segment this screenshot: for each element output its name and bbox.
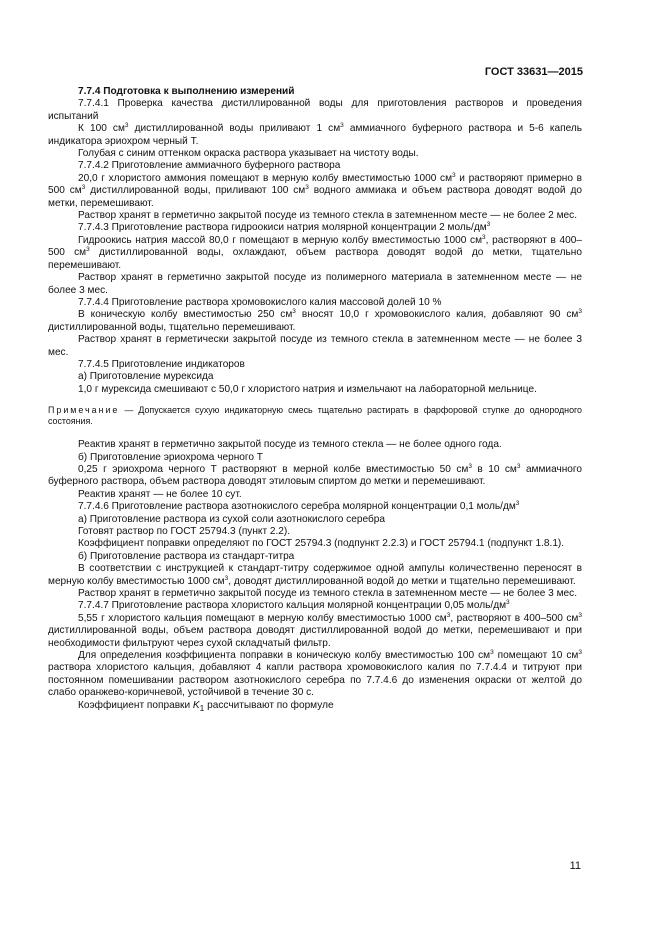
paragraph: Коэффициент поправки $K_1$ рассчитывают по формуле xyxy=(78,699,334,713)
paragraph: а) Приготовление мурексида xyxy=(78,371,214,383)
paragraph: а) Приготовление раствора из сухой соли азотнокислого серебра xyxy=(78,513,385,525)
standard-header: ГОСТ 33631—2015 xyxy=(484,66,583,78)
paragraph: 7.7.4.2 Приготовление аммиачного буферного раствора xyxy=(78,160,341,172)
paragraph: Для определения коэффициента поправки в коническую колбу вместимостью 100 $см^3$ помещают 10 $см^3$ раствора хлористого кальция, добавляют 4 капли раствора хромовокислого калия по 7.7.4.4 и титруют при постоянном помешивании раствором азотнокислого серебра по 7.7.4.6 до изменения окраски от желтой до слабо оранжево-коричневой, устойчивой в течение 30 с. xyxy=(48,649,582,699)
paragraph: Реактив хранят в герметично закрытой посуде из темного стекла — не более одного года. xyxy=(78,439,502,451)
paragraph: В коническую колбу вместимостью 250 $см^3$ вносят 10,0 г хромовокислого калия, добавляют 90 $см^3$ дистиллированной воды, тщательно перемешивают. xyxy=(48,308,582,333)
paragraph: В соответствии с инструкцией к стандарт-титру содержимое одной ампулы количественно переносят в мерную колбу вместимостью 1000 $см^3$, доводят дистиллированной водой до метки и тщательно перемешивают. xyxy=(48,563,582,587)
note-label: Примечание xyxy=(48,405,120,416)
paragraph: б) Приготовление эриохрома черного Т xyxy=(78,451,263,463)
paragraph: Реактив хранят — не более 10 сут. xyxy=(78,488,242,500)
note: Примечание — Допускается сухую индикаторную смесь тщательно растирать в фарфоровой ступке до однородного состояния. xyxy=(48,405,582,427)
paragraph: 20,0 г хлористого аммония помещают в мерную колбу вместимостью 1000 $см^3$ и растворяют примерно в 500 $см^3$ дистиллированной воды, приливают 100 $см^3$ водного аммиака и объем раствора доводят водой до метки, перемешивают. xyxy=(48,171,582,209)
paragraph: 0,25 г эриохрома черного Т растворяют в мерной колбе вместимостью 50 $см^3$ в 10 $см^3$ аммиачного буферного раствора, объем раствора доводят этиловым спиртом до метки и перемешивают. xyxy=(48,462,582,488)
paragraph: Раствор хранят в герметично закрытой посуде из темного стекла в затемненном месте — не более 2 мес. xyxy=(78,210,578,222)
paragraph: Раствор хранят в герметично закрытой посуде из темного стекла в затемненном месте — не более 3 мес. xyxy=(78,588,578,600)
paragraph: Раствор хранят в герметически закрытой посуде из темного стекла в затемненном месте — не более 3 мес. xyxy=(48,334,582,358)
page-content xyxy=(48,86,582,714)
paragraph: 7.7.4.1 Проверка качества дистиллированной воды для приготовления растворов и проведения испытаний xyxy=(48,98,582,122)
paragraph: 5,55 г хлористого кальция помещают в мерную колбу вместимостью 1000 $см^3$, растворяют в 400–500 $см^3$ дистиллированной воды, объем раствора доводят дистиллированной водой до метки, перемешивают и при необходимости фильтруют через сухой складчатый фильтр. xyxy=(48,611,582,649)
paragraph: Гидроокись натрия массой 80,0 г помещают в мерную колбу вместимостью 1000 $см^3$, растворяют в 400–500 $см^3$ дистиллированной воды, охлаждают, объем раствора доводят водой до метки, тщательно перемешивают. xyxy=(48,233,582,271)
paragraph: Коэффициент поправки определяют по ГОСТ 25794.3 (подпункт 2.2.3) и ГОСТ 25794.1 (подпункт 1.8.1). xyxy=(78,538,565,550)
paragraph: 7.7.4.6 Приготовление раствора азотнокислого серебра молярной концентрации 0,1 моль/$дм^3$ xyxy=(78,500,520,513)
paragraph: 7.7.4.5 Приготовление индикаторов xyxy=(78,358,245,370)
paragraph: Голубая с синим оттенком окраска раствора указывает на чистоту воды. xyxy=(78,148,419,160)
section-title: 7.7.4 Подготовка к выполнению измерений xyxy=(78,86,295,97)
paragraph: К 100 $см^3$ дистиллированной воды приливают 1 $см^3$ аммиачного буферного раствора и 5-6 капель индикатора эриохром черный Т. xyxy=(48,122,583,147)
paragraph: 1,0 г мурексида смешивают с 50,0 г хлористого натрия и измельчают на лабораторной мельнице. xyxy=(78,383,537,395)
page-number: 11 xyxy=(569,860,581,872)
paragraph: б) Приготовление раствора из стандарт-титра xyxy=(78,550,295,562)
paragraph: Готовят раствор по ГОСТ 25794.3 (пункт 2.2). xyxy=(78,526,291,537)
paragraph: 7.7.4.4 Приготовление раствора хромовокислого калия массовой долей 10 % xyxy=(78,296,442,308)
paragraph: 7.7.4.7 Приготовление раствора хлористого кальция молярной концентрации 0,05 моль/$дм^3$ xyxy=(78,599,510,612)
paragraph: 7.7.4.3 Приготовление раствора гидроокиси натрия молярной концентрации 2 моль/$дм^3$ xyxy=(78,221,491,234)
paragraph: Раствор хранят в герметично закрытой посуде из полимерного материала в затемненном месте — не более 3 мес. xyxy=(48,272,582,296)
